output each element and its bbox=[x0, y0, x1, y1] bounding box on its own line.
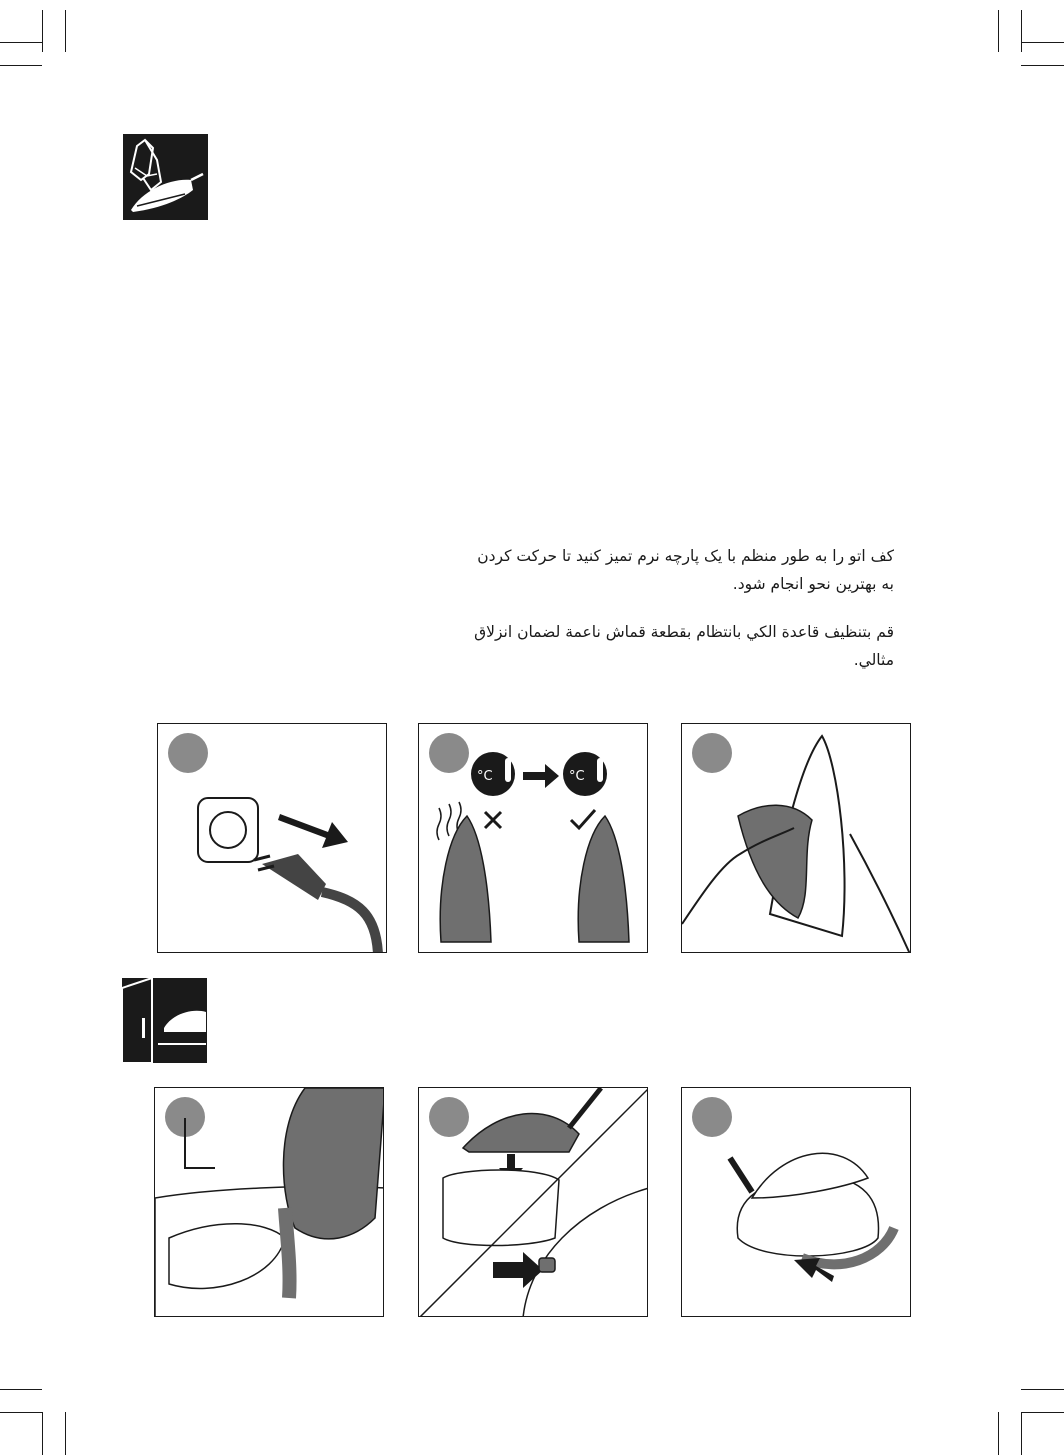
crop-mark bbox=[65, 1412, 66, 1455]
crop-mark bbox=[1021, 1412, 1022, 1455]
crop-mark bbox=[998, 1412, 999, 1455]
arabic-instruction bbox=[474, 618, 894, 674]
crop-mark bbox=[998, 10, 999, 52]
crop-mark bbox=[1021, 65, 1064, 66]
crop-mark bbox=[0, 42, 42, 43]
crop-mark bbox=[1021, 1389, 1064, 1390]
crop-mark bbox=[1021, 10, 1022, 52]
crop-mark bbox=[42, 1412, 43, 1455]
crop-mark bbox=[0, 65, 42, 66]
cupboard-and-iron-icon bbox=[122, 978, 207, 1063]
crop-mark bbox=[65, 10, 66, 52]
crop-mark bbox=[0, 1389, 42, 1390]
cloth-and-iron-icon bbox=[123, 134, 208, 220]
persian-instruction bbox=[474, 542, 894, 598]
temp-label-after: °C bbox=[569, 769, 585, 784]
step-panel-empty-tank bbox=[154, 1087, 384, 1317]
crop-mark bbox=[42, 10, 43, 52]
step-panel-store bbox=[681, 1087, 911, 1317]
step-panel-cool-down bbox=[418, 723, 648, 953]
crop-mark bbox=[1021, 42, 1064, 43]
step-panel-wipe-soleplate bbox=[681, 723, 911, 953]
step-panel-rinse-valve bbox=[418, 1087, 648, 1317]
temp-label-before: °C bbox=[477, 769, 493, 784]
step-panel-unplug bbox=[157, 723, 387, 953]
crop-mark bbox=[1021, 1412, 1064, 1413]
arabic-text: قم بتنظيف قاعدة الكي بانتظام بقطعة قماش ناعمة لضمان انزلاق مثالي. bbox=[474, 623, 894, 669]
persian-text: کف اتو را به طور منظم با یک پارچه نرم تمیز کنید تا حرکت کردن به بهترین نحو انجام شود. bbox=[477, 547, 894, 593]
crop-mark bbox=[0, 1412, 42, 1413]
